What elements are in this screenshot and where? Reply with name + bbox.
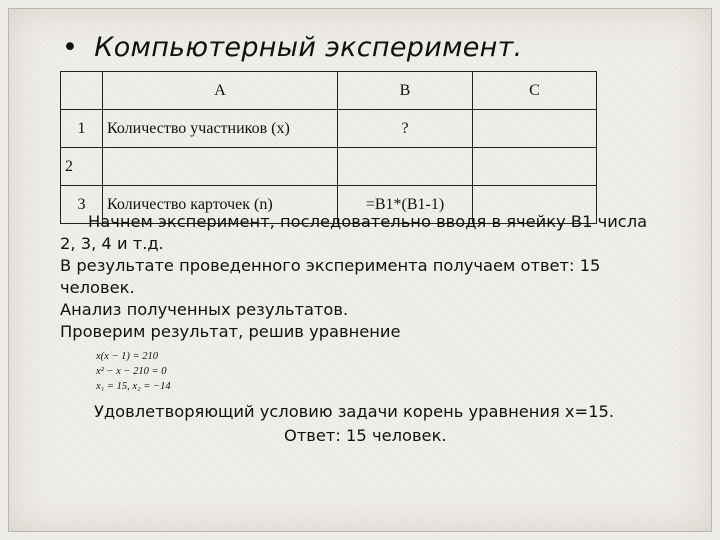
cell-a2 (103, 148, 338, 186)
row-header: 3 (61, 186, 103, 224)
text-line: Анализ полученных результатов. (60, 300, 349, 319)
row-header: 1 (61, 110, 103, 148)
cell-b1: ? (338, 110, 473, 148)
cell-c2 (473, 148, 597, 186)
cell-c1 (473, 110, 597, 148)
cell-b3: =B1*(B1-1) (338, 186, 473, 224)
col-header-c: C (473, 72, 597, 110)
col-header-b: B (338, 72, 473, 110)
cell-b2 (338, 148, 473, 186)
text-line: В результате проведенного эксперимента получаем ответ: 15 (60, 256, 601, 275)
result-text: Удовлетворяющий условию задачи корень уравнения x=15. (94, 402, 615, 421)
table-row (61, 148, 597, 186)
spreadsheet-table (60, 71, 597, 224)
text-line: Начнем эксперимент, последовательно вводя в ячейку В1 числа (88, 212, 648, 231)
cell-a3: Количество карточек (n) (103, 186, 338, 224)
text-line: Проверим результат, решив уравнение (60, 322, 401, 341)
bullet-icon: • (62, 32, 79, 63)
answer-text: Ответ: 15 человек. (284, 426, 447, 445)
equations-block (96, 349, 171, 394)
equation: x² − x − 210 = 0 (96, 366, 167, 377)
slide-title (62, 32, 523, 63)
row-header: 2 (61, 148, 103, 186)
cell-a1: Количество участников (x) (103, 110, 338, 148)
header-row (61, 72, 597, 110)
equation: x₁ = 15, x₂ = −14 (96, 381, 171, 392)
equation: x(x − 1) = 210 (96, 351, 158, 362)
title-text: Компьютерный эксперимент. (94, 32, 523, 63)
text-line: 2, 3, 4 и т.д. (60, 234, 164, 253)
text-line: человек. (60, 278, 135, 297)
col-header-a: A (103, 72, 338, 110)
body-text (60, 211, 660, 343)
corner-cell (61, 72, 103, 110)
table-row (61, 110, 597, 148)
